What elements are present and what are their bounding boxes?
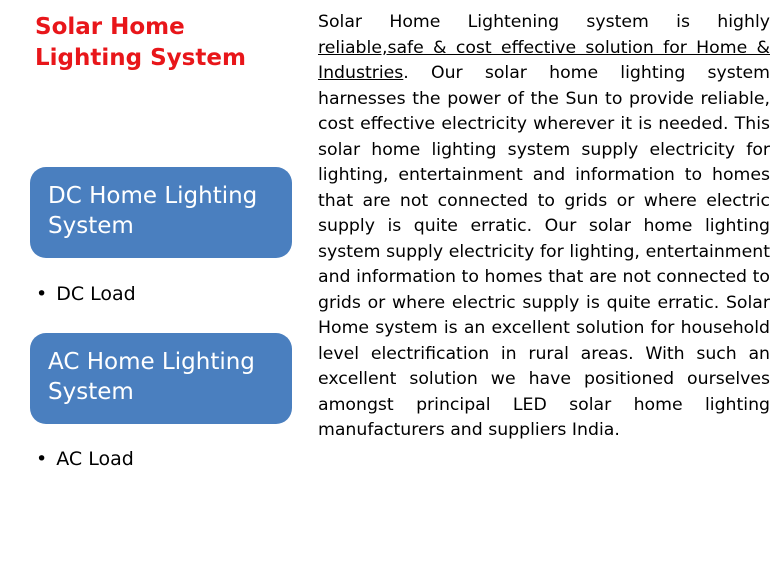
bullet-ac-load [36,448,134,470]
bullet-ac-load-label: AC Load [56,448,134,470]
bullet-dot-icon: • [36,448,48,470]
left-column [0,0,310,580]
description-lead: Solar Home Lightening system is highly [318,12,770,32]
bullet-dot-icon: • [36,283,48,305]
right-column [318,10,770,444]
bullet-dc-load [36,283,136,305]
bullet-dc-load-label: DC Load [56,283,136,305]
card-dc-label: DC Home Lighting System [48,183,258,240]
description-rest: . Our solar home lighting system harnesses the power of the Sun to provide reliable, cost effective electricity wherever it is needed. This solar home lighting system supply electricity for lighting, entertainment and information to homes that are not connected to grids or where electric supply is quite erratic. Our solar home lighting system supply electricity for lighting, entertainment and information to homes that are not connected to grids or where electric supply is quite erratic. Solar Home system is an excellent solution for household level electrification in rural areas. With such an excellent solution we have positioned ourselves amongst principal LED solar home lighting manufacturers and suppliers India. [318,63,770,440]
description-underlined-phrase: reliable,safe & cost effective solution for Home & Industries [318,37,770,83]
card-ac-home-lighting-system[interactable] [30,333,292,424]
card-dc-home-lighting-system[interactable] [30,167,292,258]
page-title: Solar Home Lighting System [35,14,246,71]
card-ac-label: AC Home Lighting System [48,349,255,406]
description-paragraph [318,10,770,444]
